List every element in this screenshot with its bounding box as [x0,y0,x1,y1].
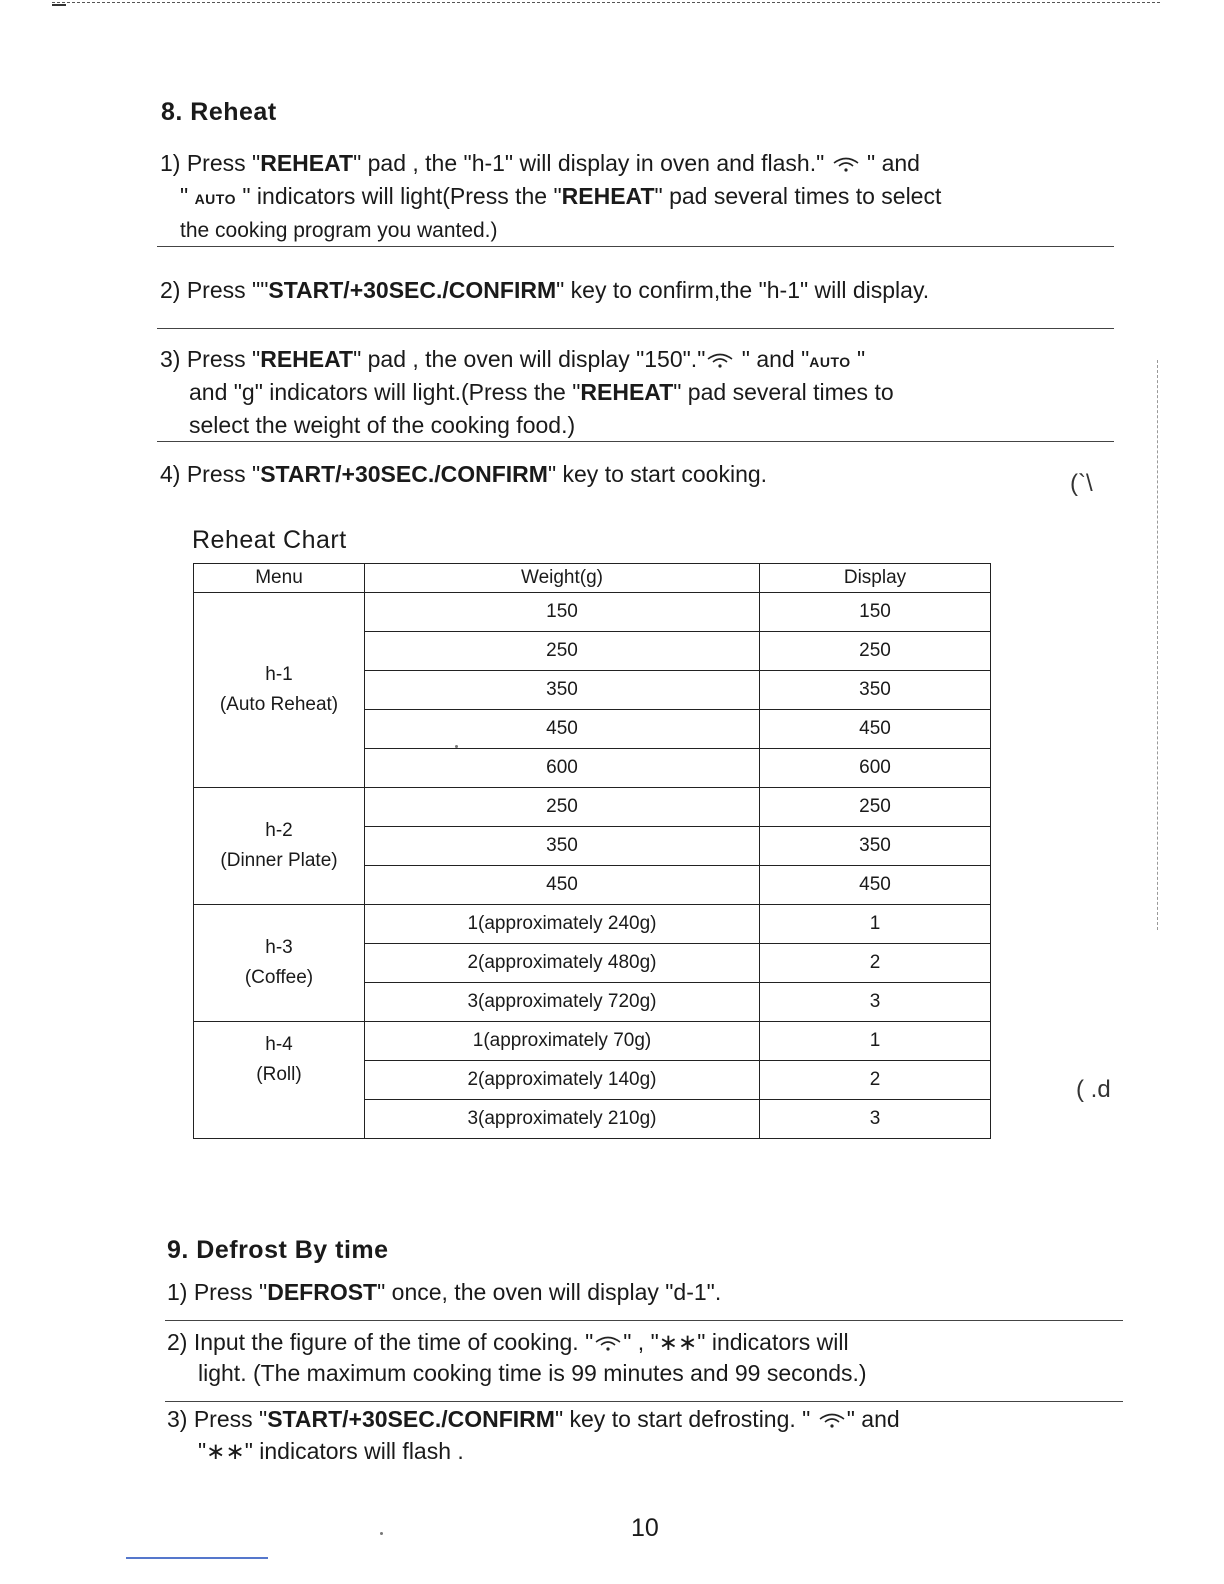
chart-title: Reheat Chart [192,526,347,554]
weight-cell: 250 [365,632,760,671]
table-row [194,905,991,944]
defrost-step-1: 1) Press "DEFROST" once, the oven will display "d-1". [167,1279,722,1305]
wave-icon [705,353,735,369]
wave-icon [817,1413,847,1429]
weight-cell: 350 [365,671,760,710]
reheat-step-3-line-2: and "g" indicators will light.(Press the "REHEAT" pad several times to [189,379,894,405]
divider [165,1401,1123,1402]
divider [157,328,1114,329]
section-8-title: 8. Reheat [161,98,277,126]
divider [157,441,1114,442]
stars-indicator: ∗∗ [206,1438,245,1464]
header-menu: Menu [194,564,365,593]
display-cell: 2 [760,1061,991,1100]
header-display: Display [760,564,991,593]
display-cell: 600 [760,749,991,788]
weight-cell: 150 [365,593,760,632]
display-cell: 3 [760,983,991,1022]
display-cell: 450 [760,710,991,749]
weight-cell: 1(approximately 240g) [365,905,760,944]
auto-indicator: AUTO [809,354,851,370]
weight-cell: 350 [365,827,760,866]
defrost-step-3-line-2: "∗∗" indicators will flash . [198,1438,464,1464]
weight-cell: 600 [365,749,760,788]
display-cell: 350 [760,827,991,866]
display-cell: 1 [760,1022,991,1061]
auto-indicator: AUTO [194,191,236,207]
reheat-step-1-line-1: 1) Press "REHEAT" pad , the "h-1" will display in oven and flash." " and [160,150,920,176]
weight-cell: 250 [365,788,760,827]
display-cell: 250 [760,788,991,827]
defrost-step-2-line-2: light. (The maximum cooking time is 99 minutes and 99 seconds.) [198,1360,867,1386]
weight-cell: 3(approximately 720g) [365,983,760,1022]
reheat-step-4: 4) Press "START/+30SEC./CONFIRM" key to start cooking. [160,461,768,487]
reheat-step-3-line-3: select the weight of the cooking food.) [189,412,576,438]
defrost-step-3-line-1: 3) Press "START/+30SEC./CONFIRM" key to start defrosting. " " and [167,1406,900,1432]
scan-speck [455,745,458,748]
weight-cell: 2(approximately 140g) [365,1061,760,1100]
divider [157,246,1114,247]
top-corner-mark [52,4,66,6]
menu-h-2: h-2 (Dinner Plate) [194,788,365,905]
display-cell: 1 [760,905,991,944]
top-border-line [52,2,1160,3]
weight-cell: 2(approximately 480g) [365,944,760,983]
weight-cell: 3(approximately 210g) [365,1100,760,1139]
bottom-underline [126,1557,268,1559]
weight-cell: 1(approximately 70g) [365,1022,760,1061]
menu-h-4: h-4 (Roll) [194,1022,365,1139]
reheat-step-1-line-2: " AUTO " indicators will light(Press the "REHEAT" pad several times to select [180,183,942,209]
page-number: 10 [631,1514,659,1542]
margin-note: ( .d [1076,1076,1111,1103]
reheat-step-1-line-3: the cooking program you wanted.) [180,219,498,242]
wave-icon [831,157,861,173]
stars-indicator: ∗∗ [658,1329,698,1355]
right-edge-line [1157,360,1158,930]
scan-speck [380,1532,383,1535]
weight-cell: 450 [365,866,760,905]
reheat-step-2: 2) Press ""START/+30SEC./CONFIRM" key to confirm,the "h-1" will display. [160,277,930,303]
display-cell: 350 [760,671,991,710]
defrost-step-2-line-1: 2) Input the figure of the time of cooking. " " , "∗∗" indicators will [167,1329,849,1355]
display-cell: 450 [760,866,991,905]
display-cell: 250 [760,632,991,671]
margin-note: (`\ [1070,470,1093,497]
display-cell: 3 [760,1100,991,1139]
table-row [194,788,991,827]
header-weight: Weight(g) [365,564,760,593]
section-9-title: 9. Defrost By time [167,1236,389,1264]
table-row [194,1022,991,1061]
reheat-step-3-line-1: 3) Press "REHEAT" pad , the oven will display "150"." " and "AUTO " [160,346,866,372]
display-cell: 150 [760,593,991,632]
weight-cell: 450 [365,710,760,749]
divider [165,1320,1123,1321]
reheat-chart-table [193,563,991,1139]
menu-h-1: h-1 (Auto Reheat) [194,593,365,788]
table-header-row [194,564,991,593]
display-cell: 2 [760,944,991,983]
menu-h-3: h-3 (Coffee) [194,905,365,1022]
table-row [194,593,991,632]
wave-icon [593,1336,623,1352]
